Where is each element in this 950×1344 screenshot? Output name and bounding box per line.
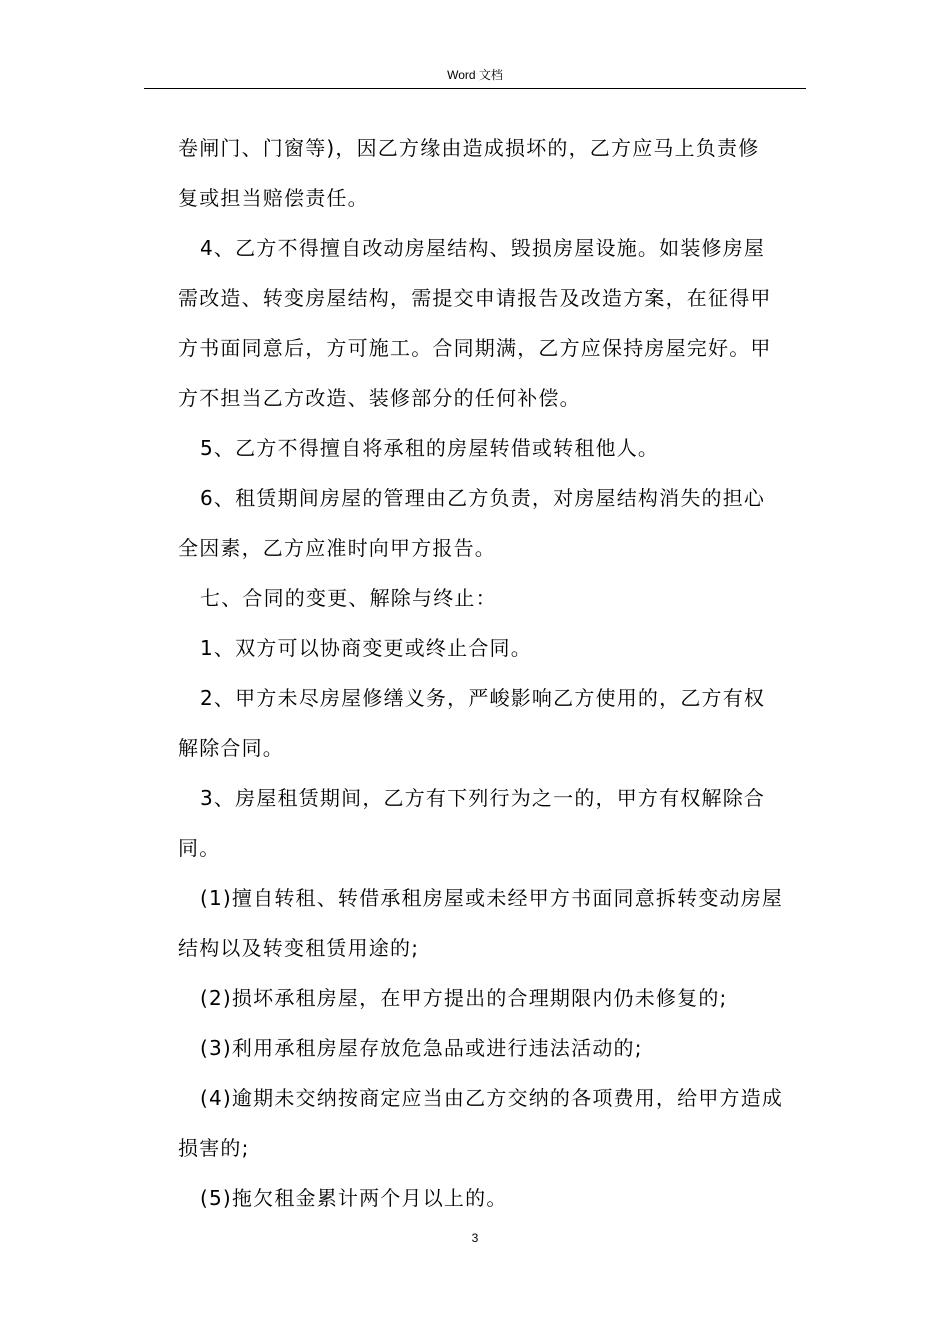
body-line: (3)利用承租房屋存放危急品或进行违法活动的; (200, 1036, 643, 1060)
body-line: (4)逾期未交纳按商定应当由乙方交纳的各项费用，给甲方造成 (200, 1086, 784, 1110)
body-line: (2)损坏承租房屋，在甲方提出的合理期限内仍未修复的; (200, 986, 728, 1010)
body-line: 全因素，乙方应准时向甲方报告。 (178, 536, 496, 560)
body-line: 七、合同的变更、解除与终止： (200, 586, 497, 610)
body-line: 方书面同意后，方可施工。合同期满，乙方应保持房屋完好。甲 (178, 336, 772, 360)
page-number: 3 (471, 1231, 479, 1245)
document-body (178, 123, 808, 1223)
body-line: 1、双方可以协商变更或终止合同。 (200, 636, 532, 660)
page-header (144, 64, 806, 89)
body-line: 方不担当乙方改造、装修部分的任何补偿。 (178, 386, 581, 410)
body-line: 损害的; (178, 1136, 250, 1160)
body-line: 卷闸门、门窗等)，因乙方缘由造成损坏的，乙方应马上负责修 (178, 136, 760, 160)
body-line: 复或担当赔偿责任。 (178, 186, 369, 210)
body-line: 5、乙方不得擅自将承租的房屋转借或转租他人。 (200, 436, 660, 460)
body-line: 2、甲方未尽房屋修缮义务，严峻影响乙方使用的，乙方有权 (200, 686, 766, 710)
body-line: (5)拖欠租金累计两个月以上的。 (200, 1186, 508, 1210)
body-line: 同。 (178, 836, 221, 860)
body-line: 需改造、转变房屋结构，需提交申请报告及改造方案，在征得甲 (178, 286, 772, 310)
body-line: 4、乙方不得擅自改动房屋结构、毁损房屋设施。如装修房屋 (200, 236, 766, 260)
page-footer (0, 1229, 950, 1247)
body-line: (1)擅自转租、转借承租房屋或未经甲方书面同意拆转变动房屋 (200, 886, 784, 910)
body-line: 解除合同。 (178, 736, 284, 760)
body-line: 结构以及转变租赁用途的; (178, 936, 420, 960)
body-line: 3、房屋租赁期间，乙方有下列行为之一的，甲方有权解除合 (200, 786, 766, 810)
header-title: Word 文档 (447, 68, 503, 82)
body-line: 6、租赁期间房屋的管理由乙方负责，对房屋结构消失的担心 (200, 486, 766, 510)
